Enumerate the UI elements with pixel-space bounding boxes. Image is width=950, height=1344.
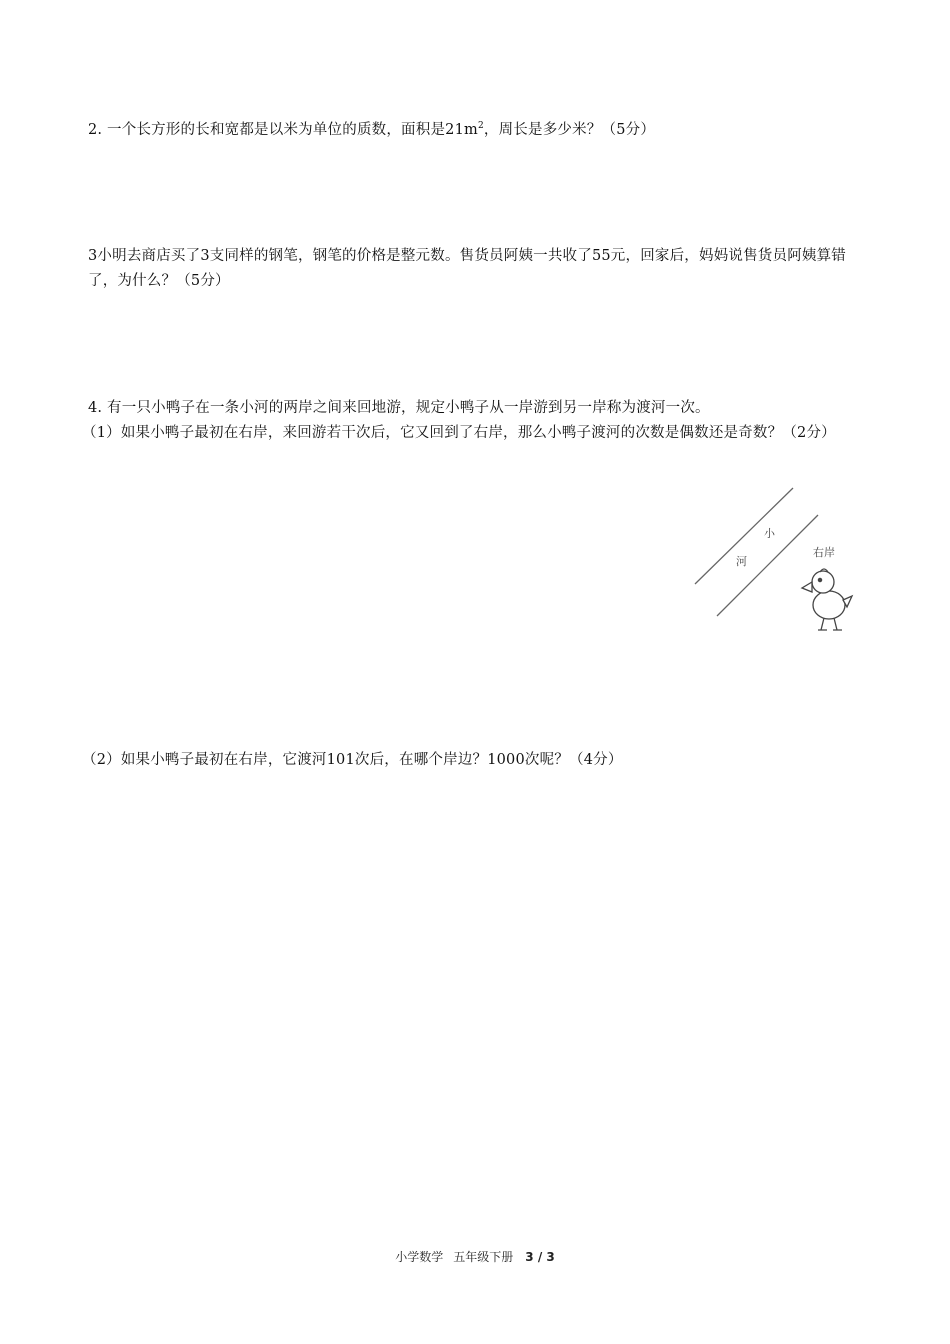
river-duck-figure: [690, 480, 870, 640]
footer-grade: 五年级下册: [453, 1250, 514, 1264]
question-4-part-2: （2）如果小鸭子最初在右岸，它渡河101次后，在哪个岸边？1000次呢？（4分）: [82, 752, 623, 768]
footer-subject: 小学数学: [395, 1250, 444, 1264]
question-2: [88, 118, 868, 143]
duck-icon: [802, 569, 852, 630]
question-4: [82, 396, 868, 446]
page-number: 3 / 3: [525, 1250, 555, 1264]
question-2-text-end: ，周长是多少米？（5分）: [483, 122, 656, 138]
river-char-1: 小: [764, 527, 775, 540]
page-footer: [0, 1248, 950, 1265]
question-2-text: 2. 一个长方形的长和宽都是以米为单位的质数，面积是21m: [88, 122, 478, 138]
river-bank-left-line: [695, 488, 793, 584]
question-4-part-1: （1）如果小鸭子最初在右岸，来回游若干次后，它又回到了右岸，那么小鸭子渡河的次数是偶数还是奇数？（2分）: [82, 425, 836, 441]
question-3: 3小明去商店买了3支同样的钢笔，钢笔的价格是整元数。售货员阿姨一共收了55元，回家后，妈妈说售货员阿姨算错了，为什么？（5分）: [88, 248, 846, 289]
right-bank-label: 右岸: [813, 546, 835, 559]
river-char-2: 河: [736, 555, 747, 568]
river-illustration: [690, 480, 870, 640]
unit-superscript: 2: [477, 121, 484, 131]
question-4-intro: 4. 有一只小鸭子在一条小河的两岸之间来回地游，规定小鸭子从一岸游到另一岸称为渡河一次。: [88, 400, 710, 416]
